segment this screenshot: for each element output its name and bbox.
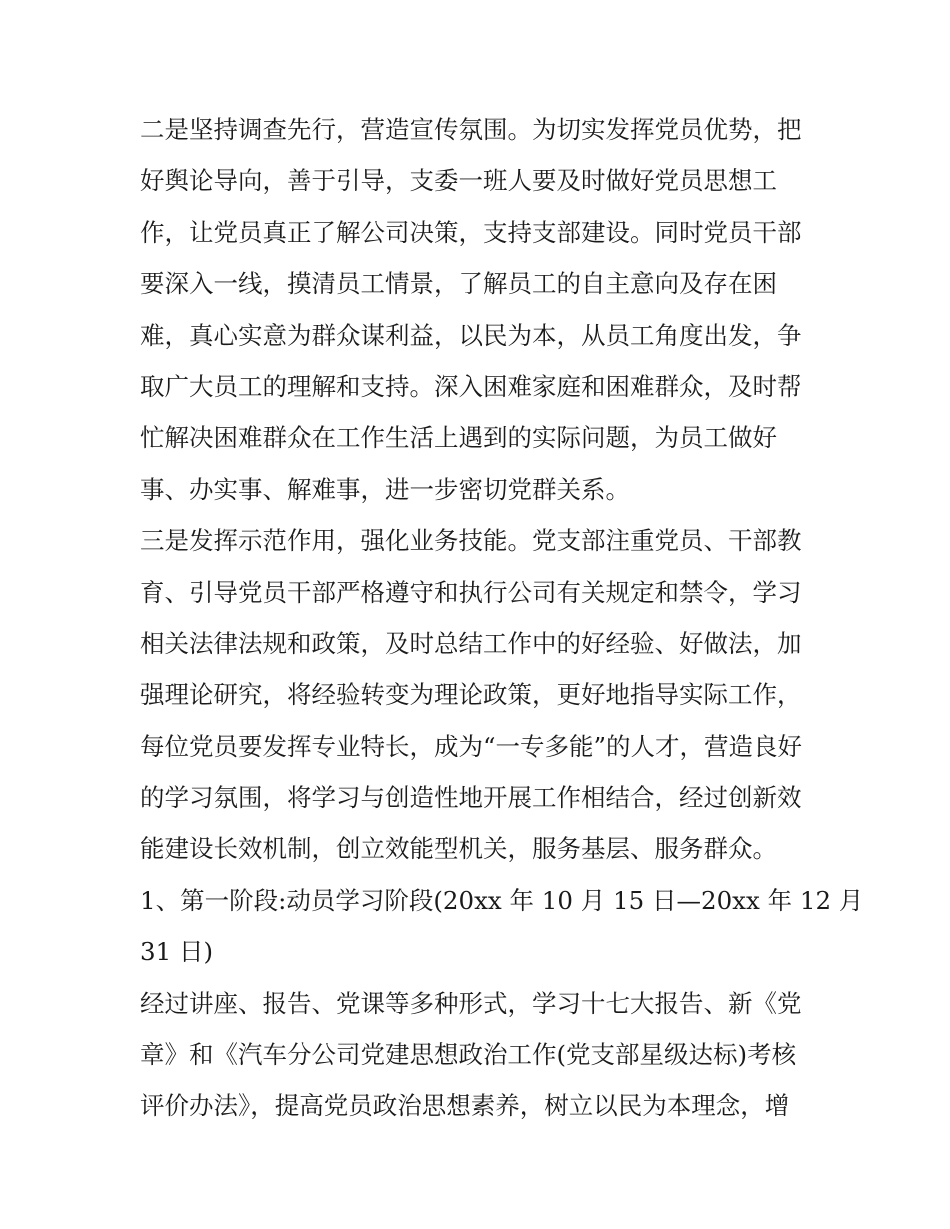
text-line: 评价办法》，提高党员政治思想素养，树立以民为本理念，增 (140, 1091, 790, 1121)
text-line: 相关法律法规和政策，及时总结工作中的好经验、好做法，加 (140, 628, 802, 658)
text-line: 取广大员工的理解和支持。深入困难家庭和困难群众，及时帮 (140, 371, 802, 401)
text-line: 育、引导党员干部严格遵守和执行公司有关规定和禁令，学习 (140, 577, 802, 607)
text-line: 忙解决困难群众在工作生活上遇到的实际问题，为员工做好 (140, 423, 777, 453)
body-text (140, 104, 864, 1132)
text-line: 强理论研究，将经验转变为理论政策，更好地指导实际工作， (140, 680, 802, 710)
text-line: 章》和《汽车分公司党建思想政治工作(党支部星级达标)考核 (140, 1040, 797, 1070)
text-line: 1、第一阶段:动员学习阶段(20xx 年 10 月 15 日—20xx 年 12 月 (140, 885, 864, 915)
text-line: 要深入一线，摸清员工情景，了解员工的自主意向及存在困 (140, 269, 777, 299)
text-line: 能建设长效机制，创立效能型机关，服务基层、服务群众。 (140, 834, 777, 864)
text-line: 难，真心实意为群众谋利益，以民为本，从员工角度出发，争 (140, 320, 802, 350)
text-line: 三是发挥示范作用，强化业务技能。党支部注重党员、干部教 (140, 526, 802, 556)
text-line: 每位党员要发挥专业特长，成为“一专多能”的人才，营造良好 (140, 731, 803, 761)
text-line: 经过讲座、报告、党课等多种形式，学习十七大报告、新《党 (140, 988, 802, 1018)
text-line: 的学习氛围，将学习与创造性地开展工作相结合，经过创新效 (140, 783, 802, 813)
text-line: 作，让党员真正了解公司决策，支持支部建设。同时党员干部 (140, 217, 802, 247)
text-line: 好舆论导向，善于引导，支委一班人要及时做好党员思想工 (140, 166, 777, 196)
text-line: 二是坚持调查先行，营造宣传氛围。为切实发挥党员优势，把 (140, 115, 802, 144)
text-line: 31 日) (140, 937, 214, 967)
text-line: 事、办实事、解难事，进一步密切党群关系。 (140, 474, 630, 504)
